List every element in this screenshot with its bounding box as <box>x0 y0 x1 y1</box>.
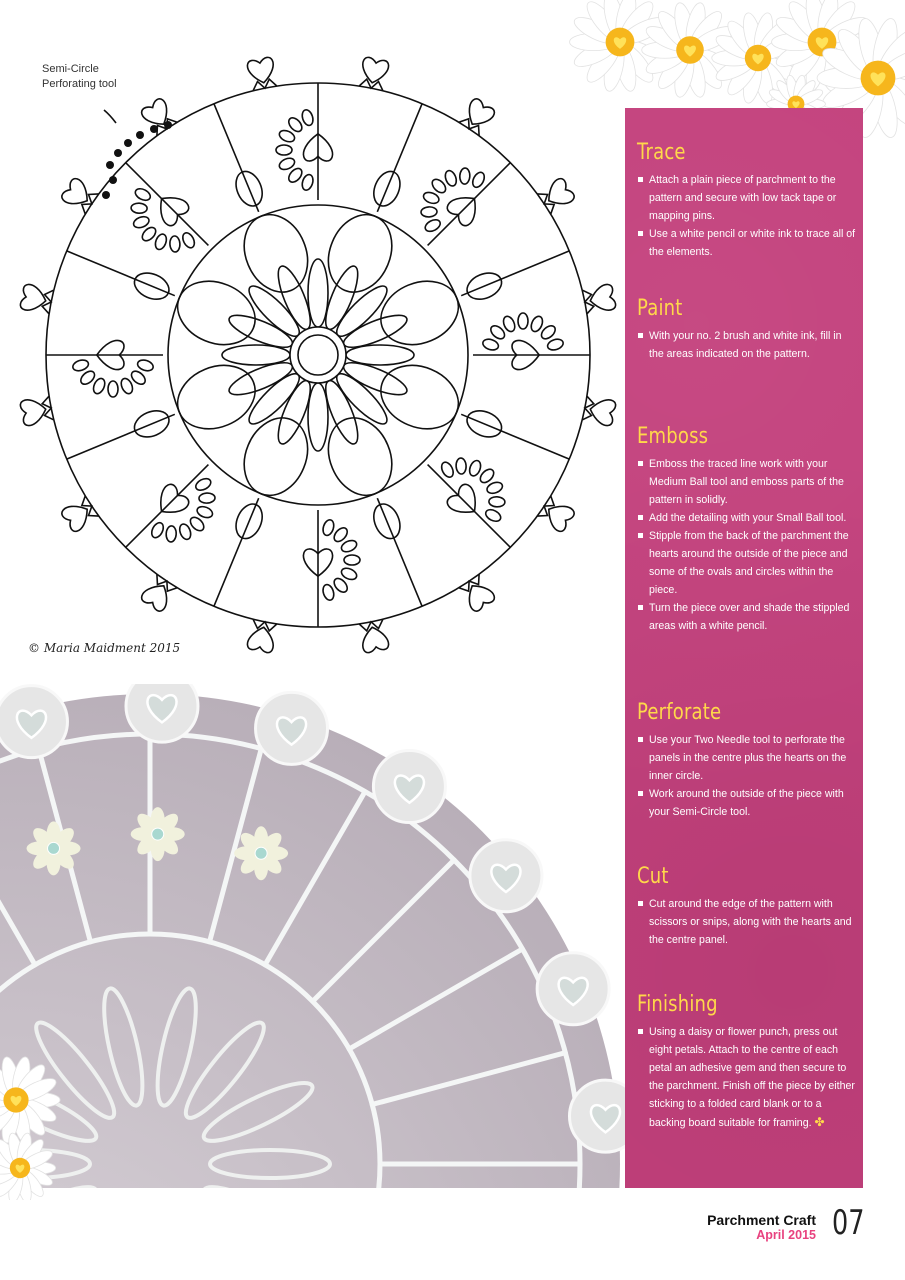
section-title: Finishing <box>637 992 718 1017</box>
instruction-item: Turn the piece over and shade the stippled areas with a white pencil. <box>637 599 859 635</box>
instruction-item: Add the detailing with your Small Ball tool. <box>637 509 859 527</box>
end-mark-icon: ✤ <box>814 1115 825 1129</box>
finishing-text: Using a daisy or flower punch, press out eight petals. Attach to the centre of each petal an adhesive gem and then secure to the parchment. Finish off the piece by either sticking to a folded card blank or to a backing board suitable for framing. <box>649 1026 855 1129</box>
daisy-decoration-bottom <box>0 1040 80 1200</box>
section-title: Emboss <box>637 424 709 449</box>
section-finishing <box>637 992 859 1132</box>
instruction-item: With your no. 2 brush and white ink, fill in the areas indicated on the pattern. <box>637 327 859 363</box>
section-perforate <box>637 700 859 821</box>
section-title: Paint <box>637 296 683 321</box>
section-cut <box>637 864 859 949</box>
section-paint <box>637 296 859 363</box>
copyright-notice: © Maria Maidment 2015 <box>28 641 181 655</box>
section-trace <box>637 140 859 261</box>
instruction-item <box>637 1023 859 1132</box>
instruction-item: Work around the outside of the piece with your Semi-Circle tool. <box>637 785 859 821</box>
instruction-item: Stipple from the back of the parchment the hearts around the outside of the piece and some of the ovals and circles within the piece. <box>637 527 859 599</box>
instruction-item: Use your Two Needle tool to perforate the panels in the centre plus the hearts on the inner circle. <box>637 731 859 785</box>
section-title: Cut <box>637 864 669 889</box>
section-title: Trace <box>637 140 686 165</box>
instruction-item: Cut around the edge of the pattern with scissors or snips, along with the hearts and the centre panel. <box>637 895 859 949</box>
magazine-name: Parchment Craft <box>707 1212 816 1228</box>
issue-date: April 2015 <box>756 1228 816 1242</box>
footer-brand <box>690 1212 816 1243</box>
tool-annotation <box>42 62 117 92</box>
instruction-item: Emboss the traced line work with your Medium Ball tool and emboss parts of the pattern in solidly. <box>637 455 859 509</box>
section-emboss <box>637 424 859 635</box>
section-title: Perforate <box>637 700 722 725</box>
instruction-item: Use a white pencil or white ink to trace all of the elements. <box>637 225 859 261</box>
instructions-panel <box>625 108 863 1188</box>
tool-annotation-line1: Semi-Circle <box>42 63 99 75</box>
instruction-item: Attach a plain piece of parchment to the pattern and secure with low tack tape or mapping pins. <box>637 171 859 225</box>
tool-annotation-line2: Perforating tool <box>42 78 117 90</box>
mandala-pattern-drawing <box>18 55 618 675</box>
finished-parchment-photo <box>0 684 625 1188</box>
page-number: 07 <box>832 1203 865 1243</box>
